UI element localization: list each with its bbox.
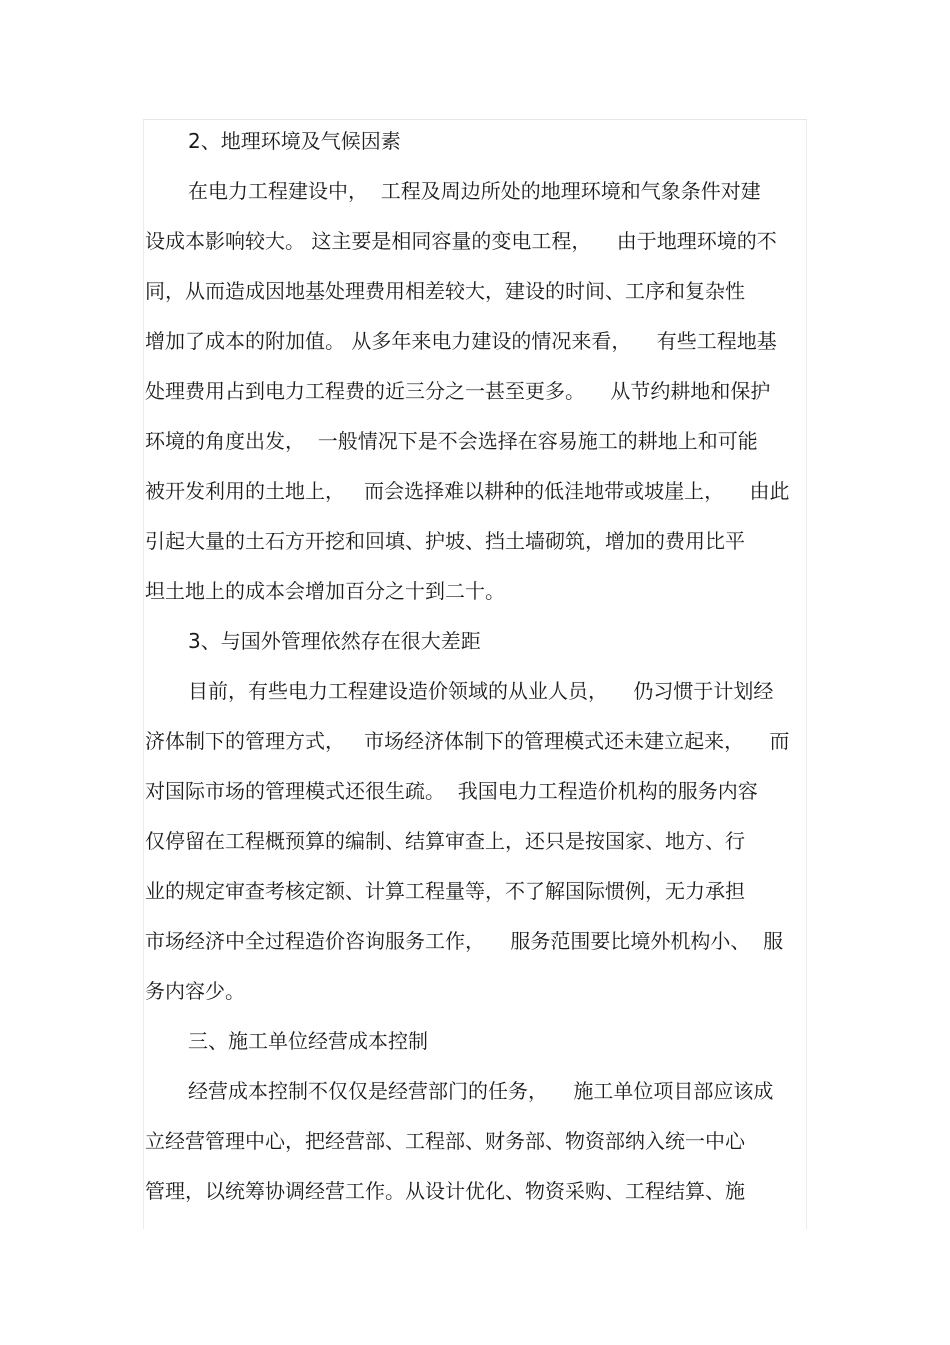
paragraph-line: 经营成本控制不仅仅是经营部门的任务， 施工单位项目部应该成 bbox=[188, 1079, 774, 1103]
paragraph-line: 处理费用占到电力工程费的近三分之一甚至更多。 从节约耕地和保护 bbox=[145, 379, 771, 403]
paragraph-line: 仅停留在工程概预算的编制、结算审查上，还只是按国家、地方、行 bbox=[145, 829, 745, 853]
paragraph-line: 业的规定审查考核定额、计算工程量等，不了解国际惯例，无力承担 bbox=[145, 879, 745, 903]
heading-construction-cost-control: 三、施工单位经营成本控制 bbox=[188, 1029, 428, 1053]
paragraph-line: 在电力工程建设中， 工程及周边所处的地理环境和气象条件对建 bbox=[188, 179, 761, 203]
paragraph-line: 环境的角度出发， 一般情况下是不会选择在容易施工的耕地上和可能 bbox=[145, 429, 758, 453]
paragraph-line: 务内容少。 bbox=[145, 979, 245, 1003]
paragraph-line: 管理，以统筹协调经营工作。从设计优化、物资采购、工程结算、施 bbox=[145, 1179, 745, 1203]
paragraph-line: 坦土地上的成本会增加百分之十到二十。 bbox=[145, 579, 505, 603]
paragraph-line: 市场经济中全过程造价咨询服务工作， 服务范围要比境外机构小、 服 bbox=[145, 929, 784, 953]
paragraph-line: 被开发利用的土地上， 而会选择难以耕种的低洼地带或坡崖上， 由此 bbox=[145, 479, 790, 503]
paragraph-line: 设成本影响较大。 这主要是相同容量的变电工程， 由于地理环境的不 bbox=[145, 229, 777, 253]
paragraph-line: 目前，有些电力工程建设造价领域的从业人员， 仍习惯于计划经 bbox=[188, 679, 774, 703]
paragraph-line: 引起大量的土石方开挖和回填、护坡、挡土墙砌筑，增加的费用比平 bbox=[145, 529, 745, 553]
paragraph-line: 立经营管理中心，把经营部、工程部、财务部、物资部纳入统一中心 bbox=[145, 1129, 745, 1153]
paragraph-line: 济体制下的管理方式， 市场经济体制下的管理模式还未建立起来， 而 bbox=[145, 729, 790, 753]
heading-foreign-management-gap: 3、与国外管理依然存在很大差距 bbox=[188, 629, 481, 653]
paragraph-line: 对国际市场的管理模式还很生疏。 我国电力工程造价机构的服务内容 bbox=[145, 779, 758, 803]
paragraph-line: 同，从而造成因地基处理费用相差较大，建设的时间、工序和复杂性 bbox=[145, 279, 745, 303]
paragraph-line: 增加了成本的附加值。 从多年来电力建设的情况来看， 有些工程地基 bbox=[145, 329, 777, 353]
heading-geography-climate: 2、地理环境及气候因素 bbox=[188, 129, 401, 153]
